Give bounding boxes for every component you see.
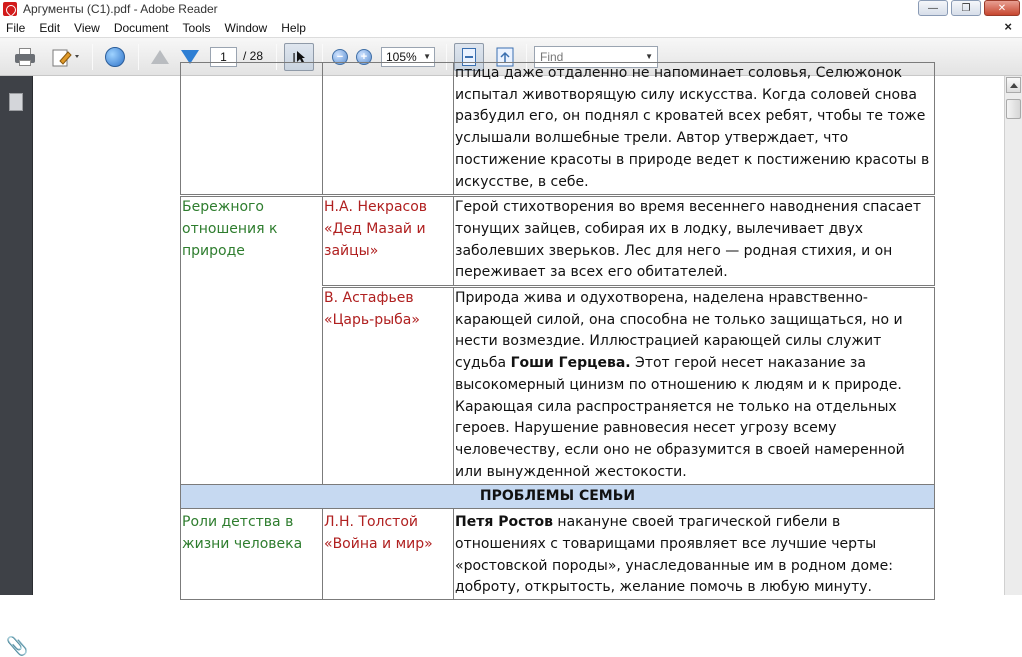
adobe-reader-icon	[3, 2, 17, 16]
menu-window[interactable]: Window	[224, 20, 268, 35]
menu-bar	[0, 18, 1022, 37]
arrow-up-icon	[151, 50, 169, 64]
menu-tools[interactable]: Tools	[182, 20, 211, 35]
problem-cell	[181, 63, 323, 196]
maximize-button[interactable]: ❐	[951, 0, 981, 16]
page-number-input[interactable]: 1	[210, 47, 237, 67]
navigation-pane	[0, 76, 33, 656]
section-title: ПРОБЛЕМЫ СЕМЬИ	[181, 485, 935, 509]
menu-view[interactable]: View	[74, 20, 100, 35]
title-bar	[0, 0, 1022, 18]
vertical-scrollbar[interactable]	[1004, 76, 1022, 595]
collaborate-button[interactable]	[102, 45, 128, 69]
sign-pen-icon	[51, 47, 81, 67]
section-header-row	[181, 485, 935, 509]
find-placeholder: Find	[540, 50, 564, 64]
table-row	[181, 509, 935, 600]
scroll-thumb[interactable]	[1006, 99, 1021, 119]
problem-cell: Роли детства в жизни человека	[181, 509, 323, 600]
menu-file[interactable]: File	[6, 20, 26, 35]
zoom-level-value: 105%	[386, 50, 417, 64]
author-cell: Н.А. Некрасов «Дед Мазай и зайцы»	[323, 196, 454, 287]
chevron-down-icon: ▼	[423, 52, 431, 61]
text-cursor-icon: I	[292, 49, 296, 65]
menu-help[interactable]: Help	[281, 20, 306, 35]
printer-icon	[14, 48, 36, 66]
argument-cell: Природа жива и одухотворена, наделена нравственно-карающей силой, она способна не только защищаться, но и нести возмездие. Иллюстрацией карающей силы служит судьба Гоши Герцева. Этот герой несет наказание за высокомерный цинизм по отношению к людям и к природе. Карающая сила распространяется не только на отдельных героев. Нарушение равновесия несет угрозу всему человечеству, если оно не образумится в своей намеренной или вынужденной жестокости.	[454, 287, 935, 485]
table-row	[181, 63, 935, 196]
previous-page-button[interactable]	[148, 45, 172, 69]
author-cell	[323, 63, 454, 196]
scroll-up-button[interactable]	[1006, 77, 1021, 93]
menu-edit[interactable]: Edit	[39, 20, 61, 35]
argument-cell: Герой стихотворения во время весеннего наводнения спасает тонущих зайцев, собирая их в лодку, вылечивает двух заболевших зверьков. Лес для него — родная стихия, и он переживает за всех его обитателей.	[454, 196, 935, 287]
globe-icon	[105, 47, 125, 67]
table-row	[181, 196, 935, 287]
argument-cell: Петя Ростов накануне своей трагической гибели в отношениях с товарищами проявляет все лучшие черты «ростовской породы», унаследованные им в родном доме: доброту, открытость, желание помочь в любую минуту.	[454, 509, 935, 600]
attachments-paperclip-icon[interactable]: 📎	[6, 636, 29, 656]
sign-button[interactable]	[48, 45, 84, 69]
close-window-button[interactable]: ✕	[984, 0, 1020, 16]
pages-panel-icon[interactable]	[9, 93, 23, 111]
document-view[interactable]	[34, 65, 1004, 596]
arguments-table	[180, 62, 935, 600]
author-cell: Л.Н. Толстой «Война и мир»	[323, 509, 454, 600]
window-title: Аргументы (С1).pdf - Adobe Reader	[23, 2, 218, 16]
minimize-button[interactable]: —	[918, 0, 948, 16]
problem-cell: Бережного отношения к природе	[181, 196, 323, 485]
argument-cell: птица даже отдаленно не напоминает соловья, Селюжонок испытал животворящую силу искусства. Когда соловей снова разбудил его, он поднял с кроватей всех ребят, чтобы те тоже услышали волшебные трели. Автор утверждает, что постижение красоты в природе ведет к постижению красоты в искусстве, в себе.	[454, 63, 935, 196]
minus-icon: −	[332, 49, 348, 65]
plus-icon: +	[356, 49, 372, 65]
author-cell: В. Астафьев «Царь-рыба»	[323, 287, 454, 485]
menu-document[interactable]: Document	[113, 20, 169, 35]
chevron-down-icon: ▼	[645, 52, 653, 61]
print-button[interactable]	[12, 45, 38, 69]
close-document-button[interactable]: ×	[1004, 19, 1012, 34]
window-controls	[918, 0, 1020, 16]
page-total: / 28	[243, 49, 264, 63]
